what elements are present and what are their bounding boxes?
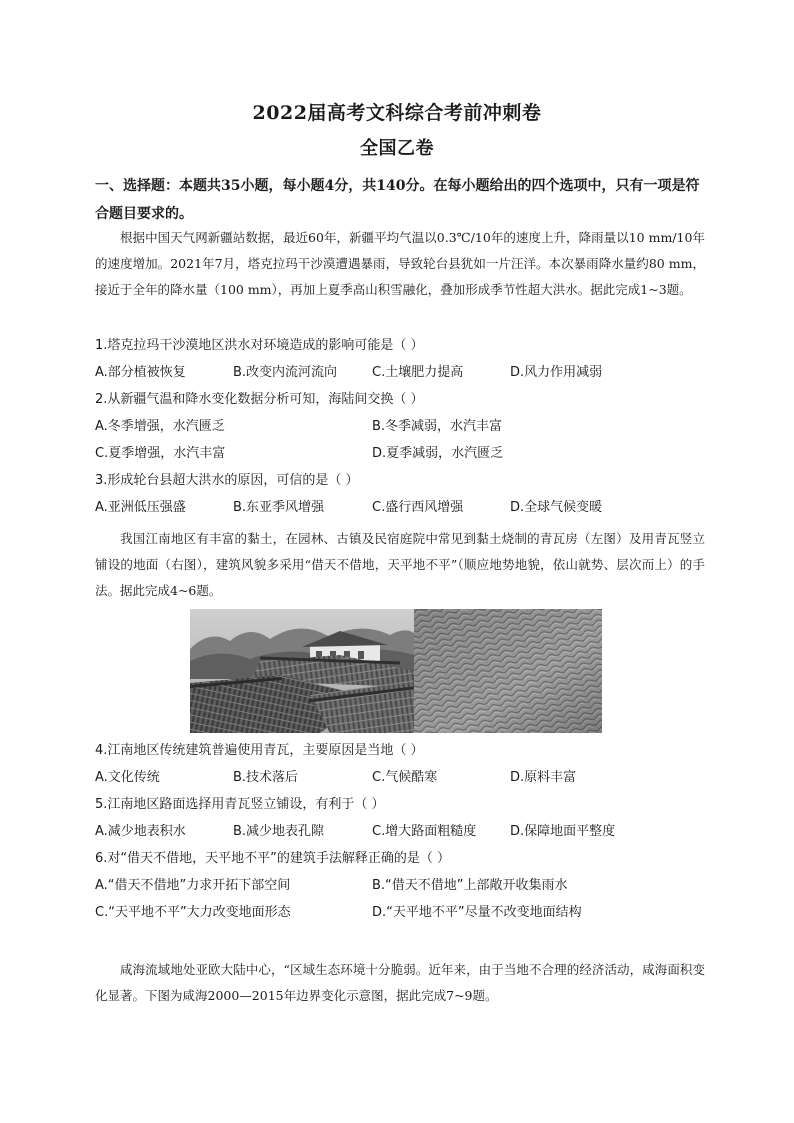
question-1-option-d: D.风力作用减弱 — [510, 365, 603, 380]
question-3-option-d: D.全球气候变暖 — [510, 500, 603, 515]
question-4-option-b: B.技术落后 — [233, 770, 299, 785]
question-4-option-c: C.气候酷寒 — [372, 770, 438, 785]
passage-1: 根据中国天气网新疆站数据，最近60年，新疆平均气温以0.3℃/10年的速度上升，降雨量以10 mm/10年的速度增加。2021年7月，塔克拉玛干沙漠遭遇暴雨，导致轮台县犹如一片汪洋。本次暴雨降水量约80 mm，接近于全年的降水量（100 mm），再加上夏季高山积雪融化，叠加形成季节性超大洪水。据此完成1~3题。 — [95, 230, 705, 297]
question-3-option-b: B.东亚季风增强 — [233, 500, 325, 515]
question-1-option-b: B.改变内流河流向 — [233, 365, 338, 380]
page-subtitle: 全国乙卷 — [360, 138, 434, 159]
tile-pavement-photo — [414, 609, 602, 733]
question-6-option-c: C.“天平地不平”大力改变地面形态 — [95, 905, 291, 920]
question-6-option-a: A.“借天不借地”力求开拓下部空间 — [95, 878, 291, 893]
question-5-option-a: A.减少地表积水 — [95, 824, 186, 839]
question-6-stem: 6.对“借天不借地，天平地不平”的建筑手法解释正确的是（ ） — [95, 851, 451, 866]
question-2-option-a: A.冬季增强，水汽匮乏 — [95, 419, 225, 434]
question-1-stem: 1.塔克拉玛干沙漠地区洪水对环境造成的影响可能是（ ） — [95, 338, 424, 353]
tile-roof-photo — [190, 609, 414, 733]
question-4-stem: 4.江南地区传统建筑普遍使用青瓦，主要原因是当地（ ） — [95, 743, 424, 758]
question-5-stem: 5.江南地区路面选择用青瓦竖立铺设，有利于（ ） — [95, 797, 385, 812]
question-5-option-c: C.增大路面粗糙度 — [372, 824, 477, 839]
question-1-option-c: C.土壤肥力提高 — [372, 365, 464, 380]
question-2-option-b: B.冬季减弱，水汽丰富 — [372, 419, 503, 434]
question-1-option-a: A.部分植被恢复 — [95, 365, 186, 380]
passage-3: 咸海流域地处亚欧大陆中心，“区域生态环境十分脆弱。近年来，由于当地不合理的经济活动，咸海面积变化显著。下图为咸海2000—2015年边界变化示意图，据此完成7~9题。 — [95, 962, 705, 1003]
question-4-option-d: D.原料丰富 — [510, 770, 577, 785]
question-5-option-d: D.保障地面平整度 — [510, 824, 616, 839]
question-5-option-b: B.减少地表孔隙 — [233, 824, 325, 839]
section-heading: 一、选择题：本题共35小题，每小题4分，共140分。在每小题给出的四个选项中，只有一项是符合题目要求的。 — [95, 178, 700, 222]
question-3-option-c: C.盛行西风增强 — [372, 500, 464, 515]
question-2-option-d: D.夏季减弱，水汽匮乏 — [372, 446, 504, 461]
question-2-stem: 2.从新疆气温和降水变化数据分析可知，海陆间交换（ ） — [95, 392, 424, 407]
question-3-option-a: A.亚洲低压强盛 — [95, 500, 186, 515]
page-title: 2022届高考文科综合考前冲刺卷 — [252, 102, 542, 124]
question-6-option-b: B.“借天不借地”上部敞开收集雨水 — [372, 878, 568, 893]
question-4-option-a: A.文化传统 — [95, 770, 160, 785]
question-2-option-c: C.夏季增强，水汽丰富 — [95, 446, 226, 461]
question-3-stem: 3.形成轮台县超大洪水的原因，可信的是（ ） — [95, 473, 359, 488]
roof-photos — [190, 609, 602, 733]
question-6-option-d: D.“天平地不平”尽量不改变地面结构 — [372, 905, 582, 920]
passage-2: 我国江南地区有丰富的黏土，在园林、古镇及民宿庭院中常见到黏土烧制的青瓦房（左图）及用青瓦竖立铺设的地面（右图），建筑风貌多采用“借天不借地，天平地不平”（顺应地势地貌，依山就势、层次而上）的手法。据此完成4~6题。 — [95, 531, 705, 598]
